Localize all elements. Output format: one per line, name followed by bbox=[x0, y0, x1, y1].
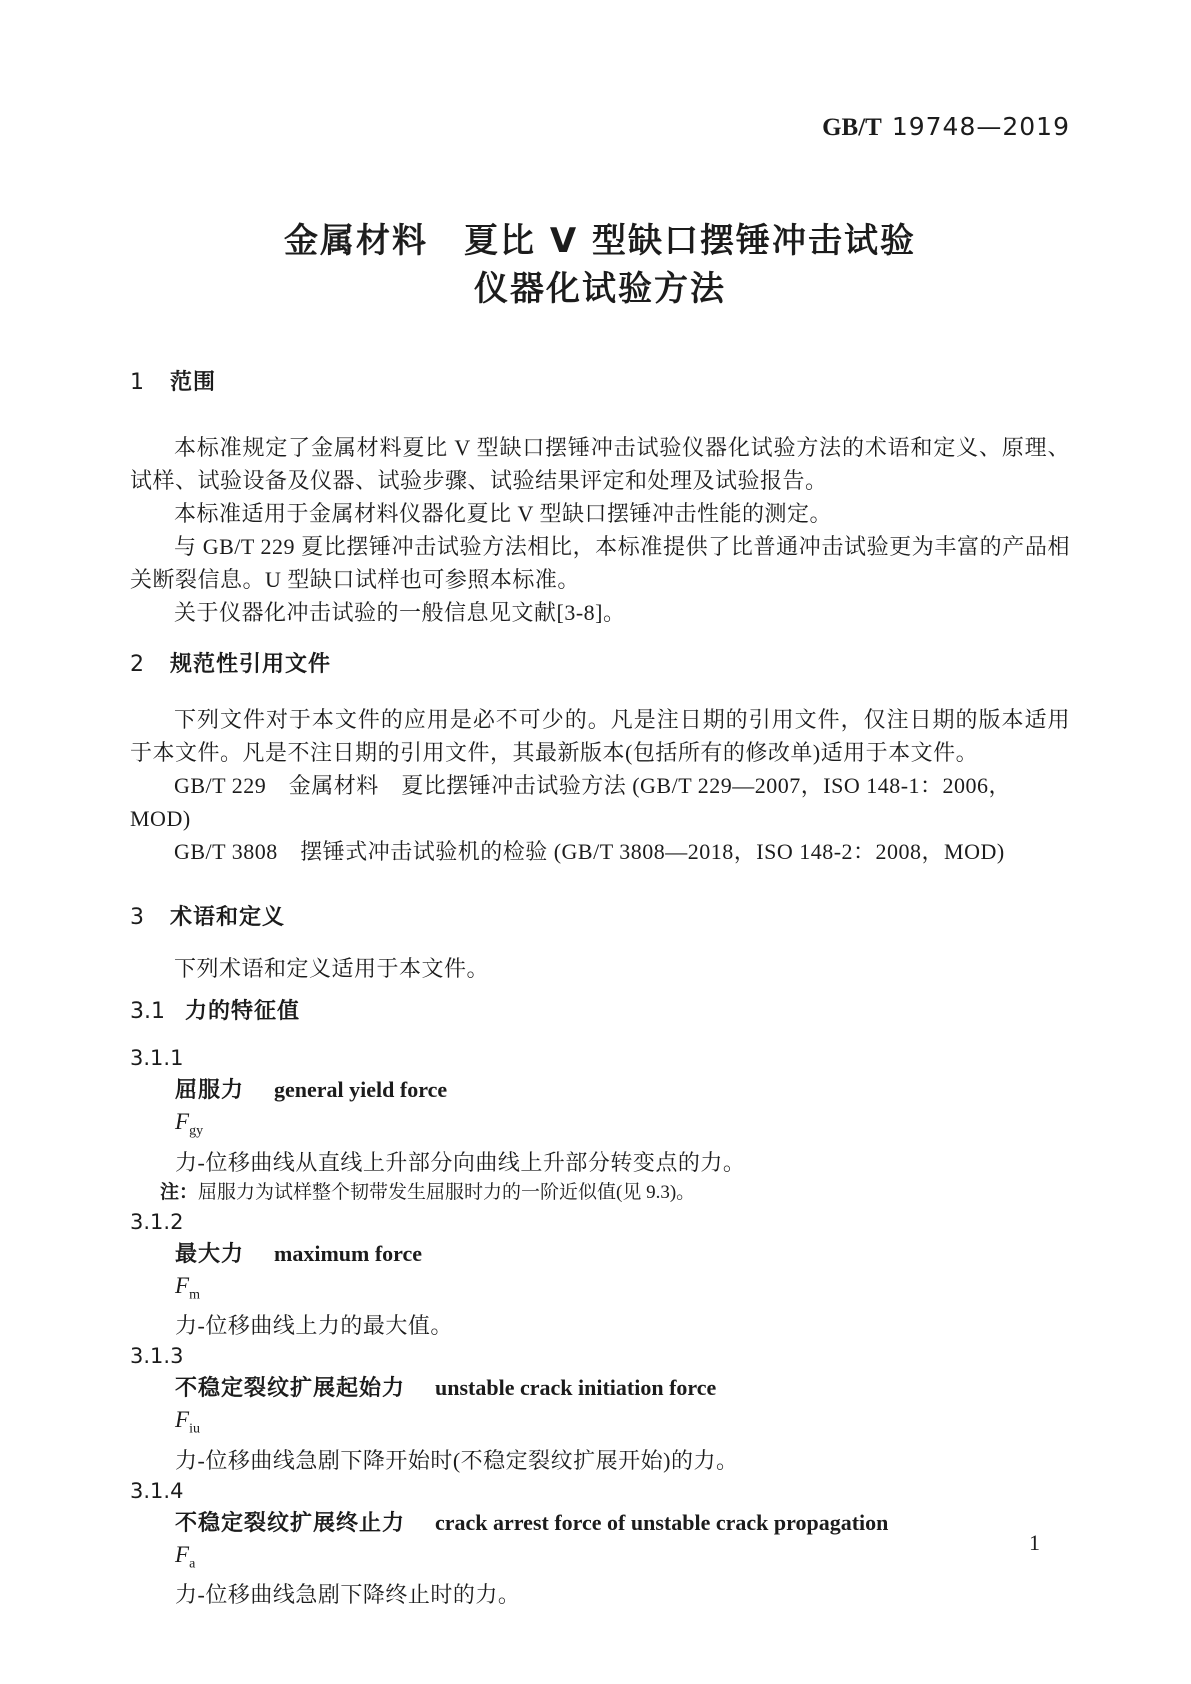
page-number: 1 bbox=[1029, 1530, 1040, 1555]
section-2-heading bbox=[130, 649, 1070, 681]
doc-code bbox=[130, 112, 1070, 143]
note-label: 注： bbox=[160, 1180, 199, 1203]
paragraph: 关于仪器化冲击试验的一般信息见文献[3-8]。 bbox=[174, 600, 626, 625]
section-3-1-number: 3.1 bbox=[130, 999, 165, 1024]
term-symbol: $F_{gy}$ bbox=[175, 1109, 204, 1139]
section-3-title: 术语和定义 bbox=[170, 905, 286, 930]
section-3-number: 3 bbox=[130, 905, 144, 930]
clause-number: 3.1.4 bbox=[130, 1478, 184, 1503]
section-3-1-heading bbox=[130, 997, 1070, 1027]
term-3-1-1 bbox=[130, 1043, 1070, 1207]
paragraph: 下列文件对于本文件的应用是必不可少的。凡是注日期的引用文件，仅注日期的版本适用于本文件。凡是不注日期的引用文件，其最新版本(包括所有的修改单)适用于本文件。 bbox=[130, 707, 1070, 765]
doc-code-prefix: GB/T bbox=[822, 114, 882, 141]
term-definition: 力-位移曲线急剧下降开始时(不稳定裂纹扩展开始)的力。 bbox=[175, 1447, 739, 1473]
term-definition: 力-位移曲线上力的最大值。 bbox=[175, 1313, 453, 1339]
doc-code-number: 19748—2019 bbox=[891, 112, 1070, 141]
terms-list bbox=[130, 1043, 1070, 1610]
section-2-title: 规范性引用文件 bbox=[170, 652, 332, 677]
clause-number: 3.1.2 bbox=[130, 1209, 184, 1234]
term-definition: 力-位移曲线从直线上升部分向曲线上升部分转变点的力。 bbox=[175, 1149, 746, 1175]
term-symbol: $F_m$ bbox=[175, 1272, 200, 1303]
term-name-zh: 不稳定裂纹扩展终止力 bbox=[175, 1510, 406, 1536]
term-definition: 力-位移曲线急剧下降终止时的力。 bbox=[175, 1582, 521, 1608]
paragraph: 本标准规定了金属材料夏比 V 型缺口摆锤冲击试验仪器化试验方法的术语和定义、原理、试样、试验设备及仪器、试验步骤、试验结果评定和处理及试验报告。 bbox=[130, 435, 1070, 493]
term-names bbox=[130, 1074, 1070, 1106]
section-1-number: 1 bbox=[130, 370, 144, 395]
term-name-en: general yield force bbox=[274, 1077, 448, 1102]
term-name-en: unstable crack initiation force bbox=[435, 1375, 717, 1401]
term-name-zh: 屈服力 bbox=[175, 1078, 245, 1103]
normative-reference: GB/T 3808 摆锤式冲击试验机的检验 (GB/T 3808—2018，ISO 148-2：2008，MOD) bbox=[174, 839, 1005, 864]
normative-reference: GB/T 229 金属材料 夏比摆锤冲击试验方法 (GB/T 229—2007，ISO 148-1：2006，MOD) bbox=[130, 773, 1012, 831]
section-2-number: 2 bbox=[130, 652, 144, 677]
paragraph: 本标准适用于金属材料仪器化夏比 V 型缺口摆锤冲击性能的测定。 bbox=[174, 501, 832, 526]
term-3-1-4 bbox=[130, 1476, 1070, 1611]
term-names bbox=[130, 1507, 1070, 1539]
term-name-en: maximum force bbox=[274, 1240, 423, 1266]
section-1-heading bbox=[130, 367, 1070, 399]
term-names bbox=[130, 1238, 1070, 1270]
document-title-line2: 仪器化试验方法 bbox=[474, 269, 726, 309]
term-name-en: crack arrest force of unstable crack propagation bbox=[435, 1509, 889, 1535]
section-3-1-title: 力的特征值 bbox=[185, 999, 301, 1024]
term-symbol: $F_{iu}$ bbox=[175, 1407, 200, 1437]
paragraph: 下列术语和定义适用于本文件。 bbox=[174, 956, 490, 981]
term-names bbox=[130, 1372, 1070, 1404]
term-name-zh: 不稳定裂纹扩展起始力 bbox=[175, 1376, 406, 1402]
clause-number: 3.1.1 bbox=[130, 1046, 184, 1070]
clause-number: 3.1.3 bbox=[130, 1344, 184, 1369]
term-symbol: $F_a$ bbox=[175, 1541, 196, 1572]
note-text: 屈服力为试样整个韧带发生屈服时力的一阶近似值(见 9.3)。 bbox=[198, 1181, 696, 1203]
section-3-heading bbox=[130, 902, 1070, 934]
document-title bbox=[130, 217, 1070, 313]
term-3-1-3 bbox=[130, 1341, 1070, 1476]
term-note bbox=[130, 1178, 1070, 1207]
paragraph: 与 GB/T 229 夏比摆锤冲击试验方法相比，本标准提供了比普通冲击试验更为丰富的产品相关断裂信息。U 型缺口试样也可参照本标准。 bbox=[130, 534, 1070, 592]
term-name-zh: 最大力 bbox=[175, 1241, 245, 1267]
term-3-1-2 bbox=[130, 1207, 1070, 1342]
section-1-title: 范围 bbox=[170, 370, 217, 395]
document-title-line1: 金属材料 夏比 V 型缺口摆锤冲击试验 bbox=[284, 221, 916, 261]
